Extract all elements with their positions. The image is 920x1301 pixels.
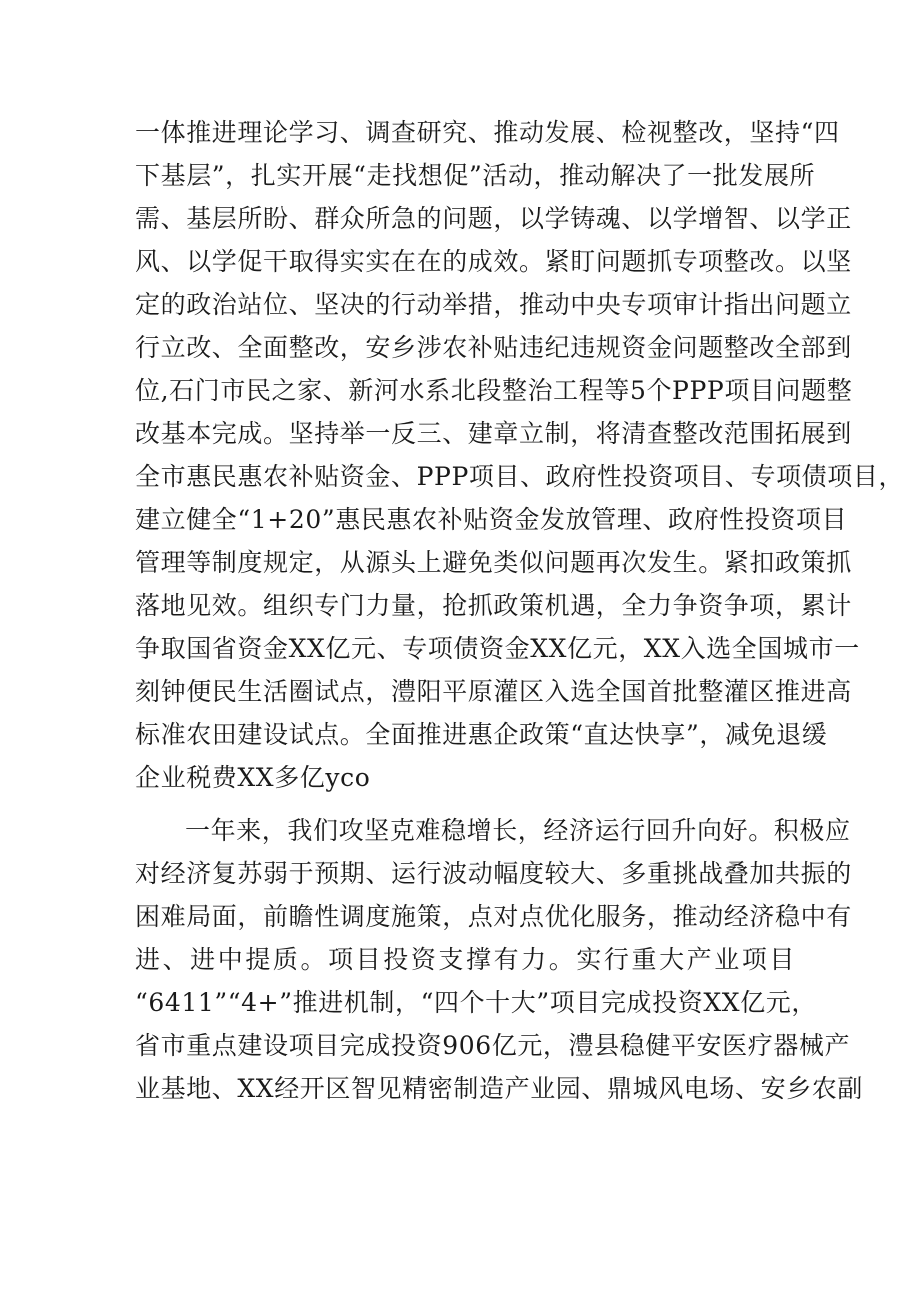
paragraph-line: 一年来，我们攻坚克难稳增长，经济运行回升向好。积极应 — [185, 816, 851, 845]
paragraph-line: 对经济复苏弱于预期、运行波动幅度较大、多重挑战叠加共振的 — [135, 859, 852, 888]
paragraph-line: 标准农田建设试点。全面推进惠企政策“直达快享”，减免退缓 — [135, 720, 828, 749]
paragraph-line: 落地见效。组织专门力量，抢抓政策机遇，全力争资争项，累计 — [135, 591, 852, 620]
paragraph-line: 一体推进理论学习、调查研究、推动发展、检视整改，坚持“四 — [135, 118, 840, 147]
paragraph-line: “6411”“4+”推进机制，“四个十大”项目完成投资XX亿元， — [135, 988, 817, 1017]
paragraph-line: 刻钟便民生活圈试点，澧阳平原灌区入选全国首批整灌区推进高 — [135, 677, 852, 706]
paragraph-line: 进、进中提质。项目投资支撑有力。实行重大产业项目 — [135, 945, 795, 974]
paragraph-line: 业基地、XX经开区智见精密制造产业园、鼎城风电场、安乡农副 — [135, 1074, 863, 1103]
paragraph-line: 建立健全“1+20”惠民惠农补贴资金发放管理、政府性投资项目 — [135, 505, 848, 534]
paragraph-line: 行立改、全面整改，安乡涉农补贴违纪违规资金问题整改全部到 — [135, 333, 852, 362]
paragraph-line: 下基层”，扎实开展“走找想促”活动，推动解决了一批发展所 — [135, 161, 816, 190]
paragraph-line: 全市惠民惠农补贴资金、PPP项目、政府性投资项目、专项债项目， — [135, 462, 905, 491]
paragraph-line: 企业税费XX多亿yco — [135, 763, 371, 792]
paragraph-line: 改基本完成。坚持举一反三、建章立制，将清查整改范围拓展到 — [135, 419, 852, 448]
paragraph-line: 困难局面，前瞻性调度施策，点对点优化服务，推动经济稳中有 — [135, 902, 852, 931]
paragraph-line: 位,石门市民之家、新河水系北段整治工程等5个PPP项目问题整 — [135, 376, 853, 405]
paragraph-line: 定的政治站位、坚决的行动举措，推动中央专项审计指出问题立 — [135, 290, 852, 319]
paragraph-line: 争取国省资金XX亿元、专项债资金XX亿元，XX入选全国城市一 — [135, 634, 860, 663]
paragraph-line: 管理等制度规定，从源头上避免类似问题再次发生。紧扣政策抓 — [135, 548, 852, 577]
paragraph-line: 省市重点建设项目完成投资906亿元，澧县稳健平安医疗器械产 — [135, 1031, 851, 1060]
paragraph-line: 风、以学促干取得实实在在的成效。紧盯问题抓专项整改。以坚 — [135, 247, 852, 276]
paragraph-line: 需、基层所盼、群众所急的问题，以学铸魂、以学增智、以学正 — [135, 204, 852, 233]
